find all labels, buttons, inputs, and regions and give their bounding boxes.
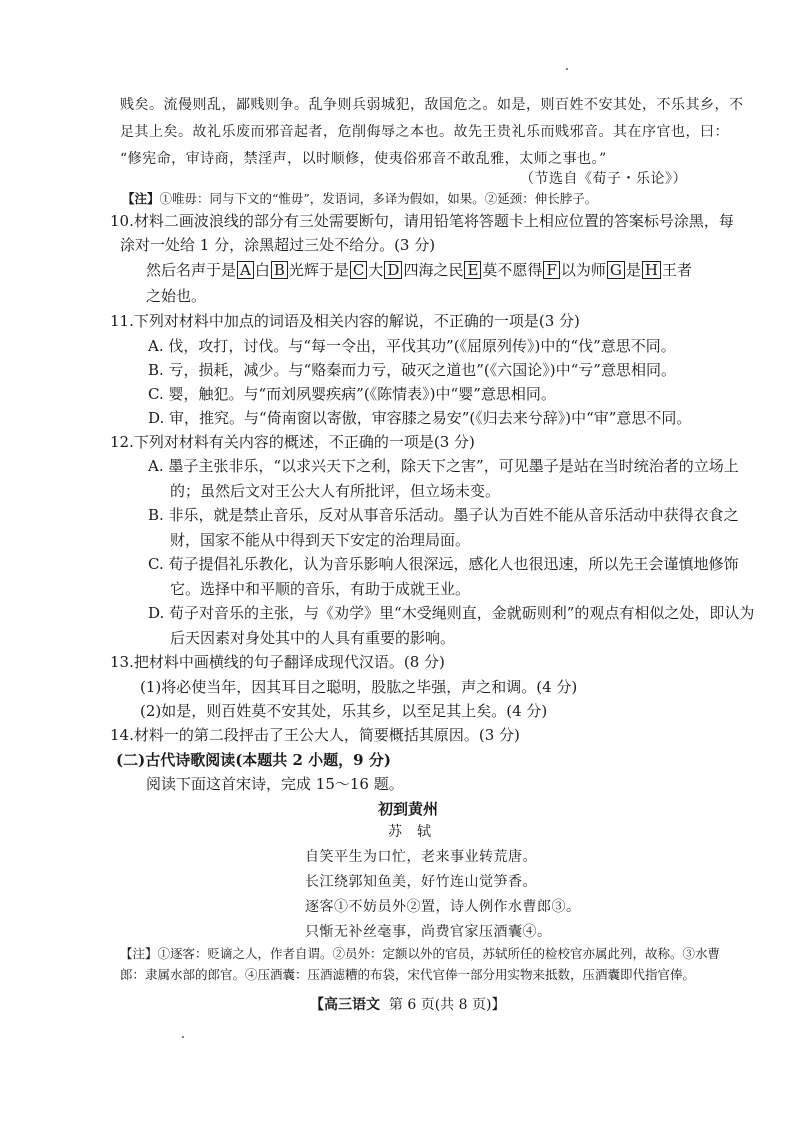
page-footer <box>310 995 505 1015</box>
q12-option-c-line-1: C. 荀子提倡礼乐教化，认为音乐影响人很深远，感化人也很迅速，所以先王会谨慎地修饰 <box>148 555 739 573</box>
q11-option-a: A. 伐，攻打，讨伐。与“每一令出，平伐其功”(《屈原列传》)中的“伐”意思不同。 <box>148 337 676 355</box>
scan-speck <box>566 68 568 70</box>
poem-line-1: 自笑平生为口忙，老来事业转荒唐。 <box>305 849 537 865</box>
q11-option-c: C. 婴，触犯。与“而刘夙婴疾病”(《陈情表》)中“婴”意思相同。 <box>148 385 556 403</box>
note-label: 【注】 <box>122 191 160 206</box>
q12-option-b-line-1: B. 非乐，就是禁止音乐，反对从事音乐活动。墨子认为百姓不能从音乐活动中获得衣食之 <box>148 506 739 524</box>
answer-mark-c[interactable]: C <box>350 261 367 279</box>
section-heading: (二)古代诗歌阅读(本题共 2 小题，9 分) <box>116 751 391 769</box>
poem-author: 苏 轼 <box>388 824 432 840</box>
q12-option-d-line-2: 后天因素对身处其中的人具有重要的影响。 <box>170 629 456 647</box>
passage-line-1: 贱矣。流僈则乱，鄙贱则争。乱争则兵弱城犯，敌国危之。如是，则百姓不安其处，不乐其乡，不 <box>120 97 744 113</box>
seq-text: 然后名声于是 <box>146 261 237 279</box>
q11-stem: 11.下列对材料中加点的词语及相关内容的解说，不正确的一项是(3 分) <box>110 312 580 330</box>
seq-text: 大 <box>368 261 384 279</box>
answer-mark-g[interactable]: G <box>607 261 625 279</box>
passage-line-2: 足其上矣。故礼乐废而邪音起者，危削侮辱之本也。故先王贵礼乐而贱邪音。其在序官也，曰： <box>120 124 729 140</box>
passage-note <box>122 189 597 209</box>
poem-line-4: 只惭无补丝毫事，尚费官家压酒囊④。 <box>305 924 552 940</box>
q12-stem: 12.下列对材料有关内容的概述，不正确的一项是(3 分) <box>110 433 475 451</box>
answer-mark-h[interactable]: H <box>642 261 661 279</box>
q10-sentence-tail: 之始也。 <box>146 287 207 305</box>
passage-source: （节选自《荀子・乐论》） <box>520 171 687 187</box>
poem-title: 初到黄州 <box>378 800 439 818</box>
answer-mark-d[interactable]: D <box>384 261 402 279</box>
answer-mark-e[interactable]: E <box>464 261 481 279</box>
passage-line-3: “修宪命，审诗商，禁淫声，以时顺修，使夷俗邪音不敢乱雅，太师之事也。” <box>120 151 607 167</box>
seq-text: 莫不愿得 <box>482 261 543 279</box>
q11-option-b: B. 亏，损耗，减少。与“赂秦而力亏，破灭之道也”(《六国论》)中“亏”意思相同。 <box>148 361 676 379</box>
seq-text: 光辉于是 <box>288 261 349 279</box>
poem-line-3: 逐客①不妨员外②置，诗人例作水曹郎③。 <box>305 899 581 915</box>
seq-text: 四海之民 <box>403 261 464 279</box>
poem-line-2: 长江绕郭知鱼美，好竹连山觉笋香。 <box>305 874 537 890</box>
q13-sentence-2: (2)如是，则百姓莫不安其处，乐其乡，以至足其上矣。(4 分) <box>140 702 548 720</box>
q12-option-b-line-2: 财，国家不能从中得到天下安定的治理局面。 <box>170 531 471 549</box>
seq-text: 白 <box>254 261 270 279</box>
answer-mark-b[interactable]: B <box>271 261 288 279</box>
seq-text: 是 <box>625 261 641 279</box>
q12-option-c-line-2: 它。选择中和平顺的音乐，有助于成就王业。 <box>170 580 471 598</box>
q14-stem: 14.材料一的第二段抨击了王公大人，简要概括其原因。(3 分) <box>110 726 520 744</box>
q12-option-a-line-2: 的；虽然后文对王公大人有所批评，但立场未变。 <box>170 482 501 500</box>
poem-note-line-1: 【注】①逐客：贬谪之人，作者自谓。②员外：定额以外的官员，苏轼所任的检校官亦属此列，故称。③水曹 <box>120 946 721 961</box>
footer-subject: 【高三语文 <box>310 997 380 1013</box>
q10-stem-line-1: 10.材料二画波浪线的部分有三处需要断句，请用铅笔将答题卡上相应位置的答案标号涂黑，每 <box>110 212 734 230</box>
q12-option-a-line-1: A. 墨子主张非乐，“以求兴天下之利，除天下之害”，可见墨子是站在当时统治者的立场上 <box>148 457 739 475</box>
q13-sentence-1: (1)将必使当年，因其耳目之聪明，股肱之毕强，声之和调。(4 分) <box>140 678 578 696</box>
note-text: ①唯毋：同与下文的“惟毋”，发语词，多译为假如，如果。②延颈：伸长脖子。 <box>159 191 598 206</box>
answer-mark-a[interactable]: A <box>237 261 254 279</box>
q13-stem: 13.把材料中画横线的句子翻译成现代汉语。(8 分) <box>110 653 445 671</box>
scan-speck <box>182 1036 184 1038</box>
answer-mark-f[interactable]: F <box>543 261 559 279</box>
footer-page-number: 第 6 页(共 8 页)】 <box>388 997 506 1013</box>
poem-note-line-2: 郎：隶属水部的郎官。④压酒囊：压酒滤糟的布袋，宋代官俸一部分用实物来抵数，压酒囊即代指官俸。 <box>120 967 696 982</box>
q11-option-d: D. 审，推究。与“倚南窗以寄傲，审容膝之易安”(《归去来兮辞》)中“审”意思不同。 <box>148 409 692 427</box>
seq-text: 以为师 <box>560 261 606 279</box>
section-intro: 阅读下面这首宋诗，完成 15～16 题。 <box>146 775 404 793</box>
q12-option-d-line-1: D. 荀子对音乐的主张，与《劝学》里“木受绳则直，金就砺则利”的观点有相似之处，即认为 <box>148 604 755 622</box>
q10-sentence <box>146 260 692 280</box>
seq-text: 王者 <box>661 261 692 279</box>
q10-stem-line-2: 涂对一处给 1 分，涂黑超过三处不给分。(3 分) <box>120 236 436 254</box>
